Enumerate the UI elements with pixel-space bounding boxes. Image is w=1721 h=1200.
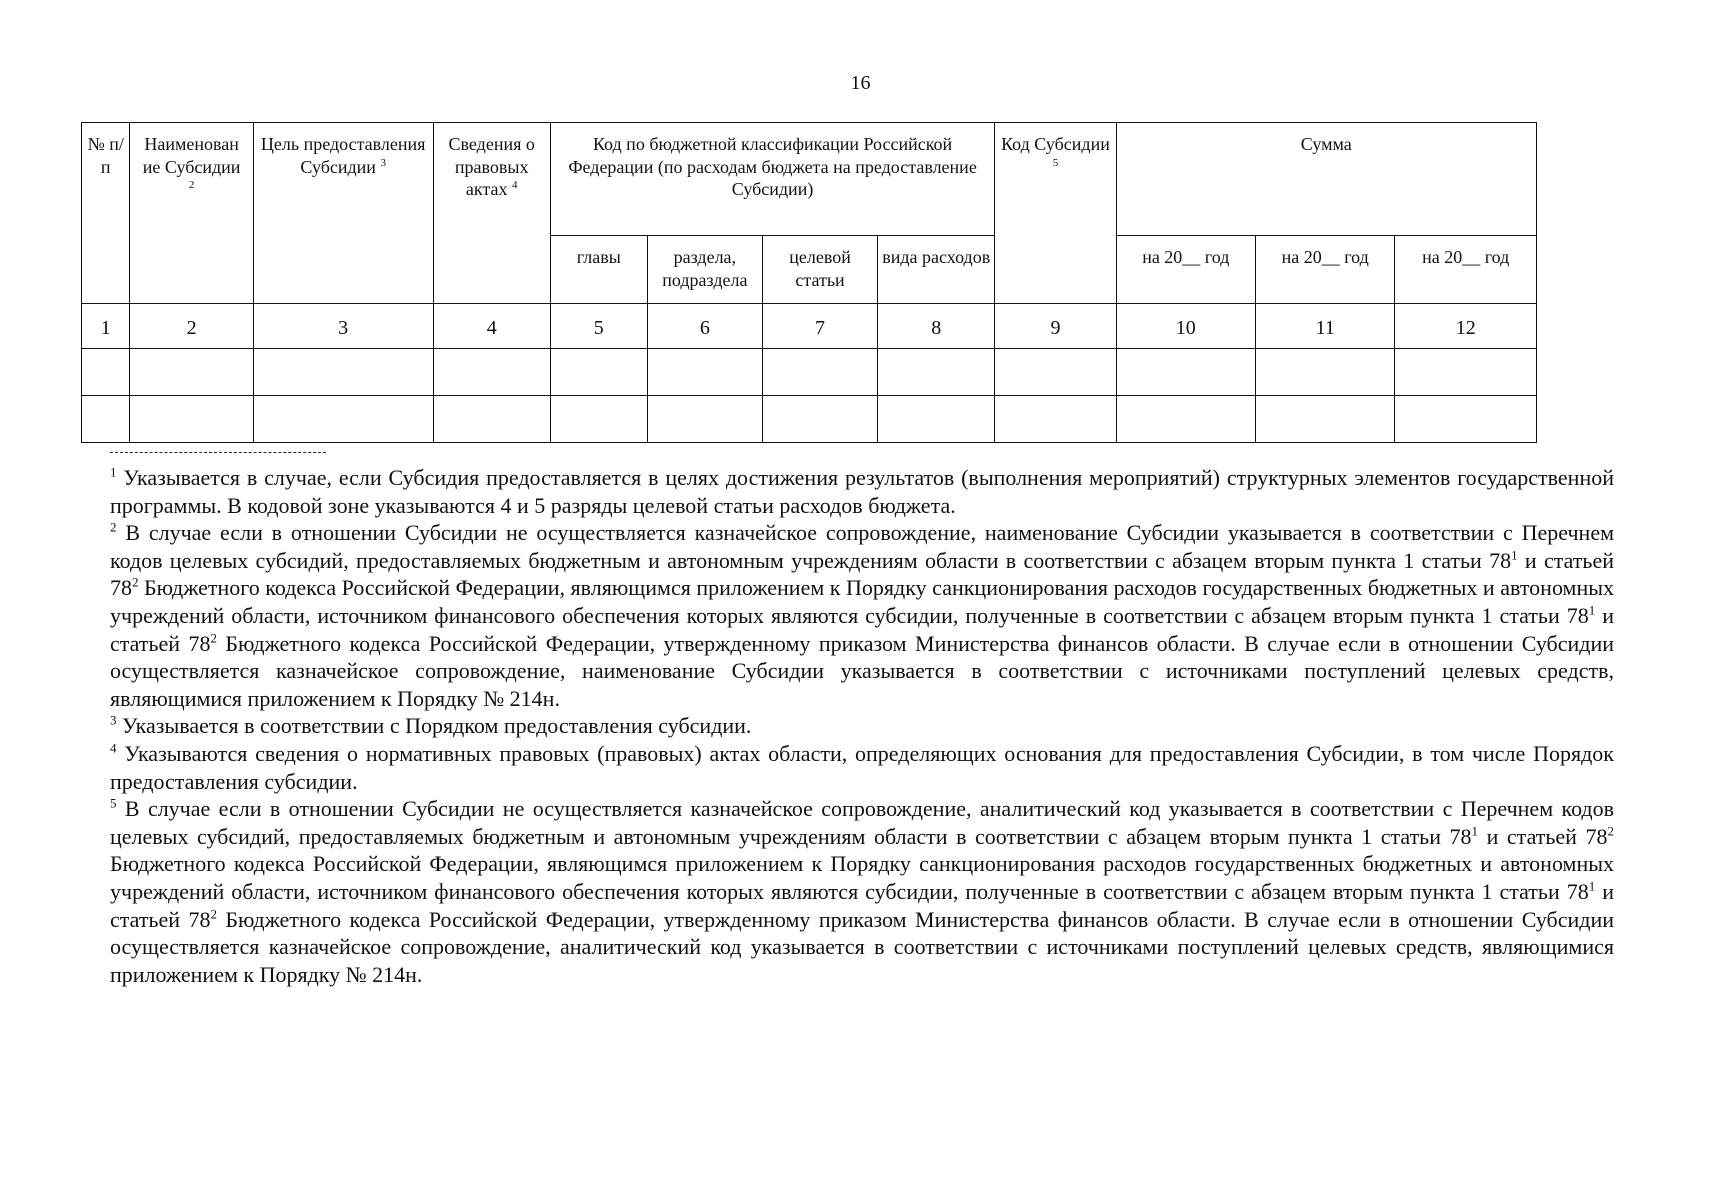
footnotes <box>110 464 1614 988</box>
footnote-text: В случае если в отношении Субсидии не осуществляется казначейское сопровождение, наименование Субсидии указывается в соответствии с Перечнем кодов целевых субсидий, предоставляемых бюджетным и автономным учреждениям области в соответствии с абзацем вторым пункта 1 статьи 78 <box>110 520 1615 573</box>
subheader-year-3: на 20__ год <box>1395 236 1537 304</box>
footnote-3 <box>110 712 1614 740</box>
table-cell <box>1395 349 1537 396</box>
table-cell <box>762 396 877 443</box>
subheader-year-1: на 20__ год <box>1116 236 1255 304</box>
column-number: 5 <box>550 304 647 349</box>
subheader-expense-type: вида расходов <box>878 236 995 304</box>
header-goal: Цель предоставления Субсидии $^3$ <box>253 123 433 304</box>
table-cell <box>1256 396 1395 443</box>
column-number: 4 <box>433 304 550 349</box>
table-cell <box>253 396 433 443</box>
table-row <box>82 396 1537 443</box>
table-cell <box>1116 396 1255 443</box>
footnote-mark: 3 <box>110 713 117 729</box>
table-cell <box>1256 349 1395 396</box>
table-cell <box>130 396 253 443</box>
table-header-row <box>82 123 1537 236</box>
table-cell <box>433 396 550 443</box>
subheader-chapter: главы <box>550 236 647 304</box>
footnote-mark: 5 <box>110 795 117 811</box>
footnote-2: $^2$ В случае если в отношении Субсидии не осуществляется казначейское сопровождение, наименование Субсидии указывается в соответствии с Перечнем кодов целевых субсидий, предоставляемых бюджетным и автономным учреждениям области в соответствии с абзацем вторым пункта 1 статьи $78^1$ и статьей $78^2$ Бюджетного кодекса Российской Федерации, являющимся приложением к Порядку санкционирования расходов государственных бюджетных и автономных учреждений области, источником финансового обеспечения которых являются субсидии, полученные в соответствии с абзацем вторым пункта 1 статьи $78^1$ и статьей $78^2$ Бюджетного кодекса Российской Федерации, утвержденному приказом Министерства финансов области. В случае если в отношении Субсидии осуществляется казначейское сопровождение, наименование Субсидии указывается в соответствии с источниками поступлений целевых средств, являющимися приложением к Порядку № 214н. <box>110 519 1615 711</box>
table-cell <box>130 349 253 396</box>
header-subsidy-name: Наименован ие Субсидии $^2$ <box>130 123 253 304</box>
table-cell <box>995 349 1116 396</box>
footnote-mark: 1 <box>110 464 117 480</box>
subheader-section: раздела, подраздела <box>647 236 762 304</box>
footnote-1 <box>110 464 1614 519</box>
footnote-text: Указывается в случае, если Субсидия предоставляется в целях достижения результатов (выполнения мероприятий) структурных элементов государственной программы. В кодовой зоне указываются 4 и 5 разряды целевой статьи расходов бюджета. <box>110 465 1614 518</box>
column-number: 3 <box>253 304 433 349</box>
subsidy-table <box>81 122 1537 443</box>
header-budget-code: Код по бюджетной классификации Российской Федерации (по расходам бюджета на предоставление Субсидии) <box>550 123 995 236</box>
table-cell <box>878 396 995 443</box>
column-number: 7 <box>762 304 877 349</box>
column-number: 6 <box>647 304 762 349</box>
column-number: 9 <box>995 304 1116 349</box>
subheader-target-article: целевой статьи <box>762 236 877 304</box>
table-cell <box>253 349 433 396</box>
column-number: 2 <box>130 304 253 349</box>
column-number: 8 <box>878 304 995 349</box>
table-cell <box>433 349 550 396</box>
footnote-mark: 2 <box>110 519 117 535</box>
footnote-5: $^5$ В случае если в отношении Субсидии не осуществляется казначейское сопровождение, аналитический код указывается в соответствии с Перечнем кодов целевых субсидий, предоставляемых бюджетным и автономным учреждениям области в соответствии с абзацем вторым пункта 1 статьи $78^1$ и статьей $78^2$ Бюджетного кодекса Российской Федерации, являющимся приложением к Порядку санкционирования расходов государственных бюджетных и автономных учреждений области, источником финансового обеспечения которых являются субсидии, полученные в соответствии с абзацем вторым пункта 1 статьи $78^1$ и статьей $78^2$ Бюджетного кодекса Российской Федерации, утвержденному приказом Министерства финансов области. В случае если в отношении Субсидии осуществляется казначейское сопровождение, аналитический код указывается в соответствии с источниками поступлений целевых средств, являющимися приложением к Порядку № 214н. <box>110 795 1615 987</box>
table-cell <box>647 396 762 443</box>
footnote-text: В случае если в отношении Субсидии не осуществляется казначейское сопровождение, аналитический код указывается в соответствии с Перечнем кодов целевых субсидий, предоставляемых бюджетным и автономным учреждениям области в соответствии с абзацем вторым пункта 1 статьи 78 <box>110 796 1615 849</box>
subheader-year-2: на 20__ год <box>1256 236 1395 304</box>
table-cell <box>550 396 647 443</box>
footnote-separator <box>110 452 326 453</box>
footnote-text: Указывается в соответствии с Порядком предоставления субсидии. <box>122 713 752 739</box>
table-cell <box>82 349 130 396</box>
header-sum: Сумма <box>1116 123 1536 236</box>
table-cell <box>1395 396 1537 443</box>
header-num: № п/п <box>82 123 130 304</box>
column-number: 10 <box>1116 304 1255 349</box>
column-number: 1 <box>82 304 130 349</box>
table-cell <box>762 349 877 396</box>
table-cell <box>550 349 647 396</box>
column-number-row <box>82 304 1537 349</box>
table-cell <box>647 349 762 396</box>
column-number: 12 <box>1395 304 1537 349</box>
table-cell <box>1116 349 1255 396</box>
column-number: 11 <box>1256 304 1395 349</box>
footnote-text: Указываются сведения о нормативных правовых (правовых) актах области, определяющих основания для предоставления Субсидии, в том числе Порядок предоставления субсидии. <box>110 740 1614 794</box>
header-subsidy-code: Код Субсидии $^5$ <box>995 123 1116 304</box>
table-cell <box>82 396 130 443</box>
table-cell <box>878 349 995 396</box>
footnote-mark: 4 <box>110 740 117 756</box>
footnote-4 <box>110 740 1614 795</box>
table-row <box>82 349 1537 396</box>
table-cell <box>995 396 1116 443</box>
page-number: 16 <box>850 72 871 94</box>
header-legal-acts: Сведения о правовых актах $^4$ <box>433 123 550 304</box>
